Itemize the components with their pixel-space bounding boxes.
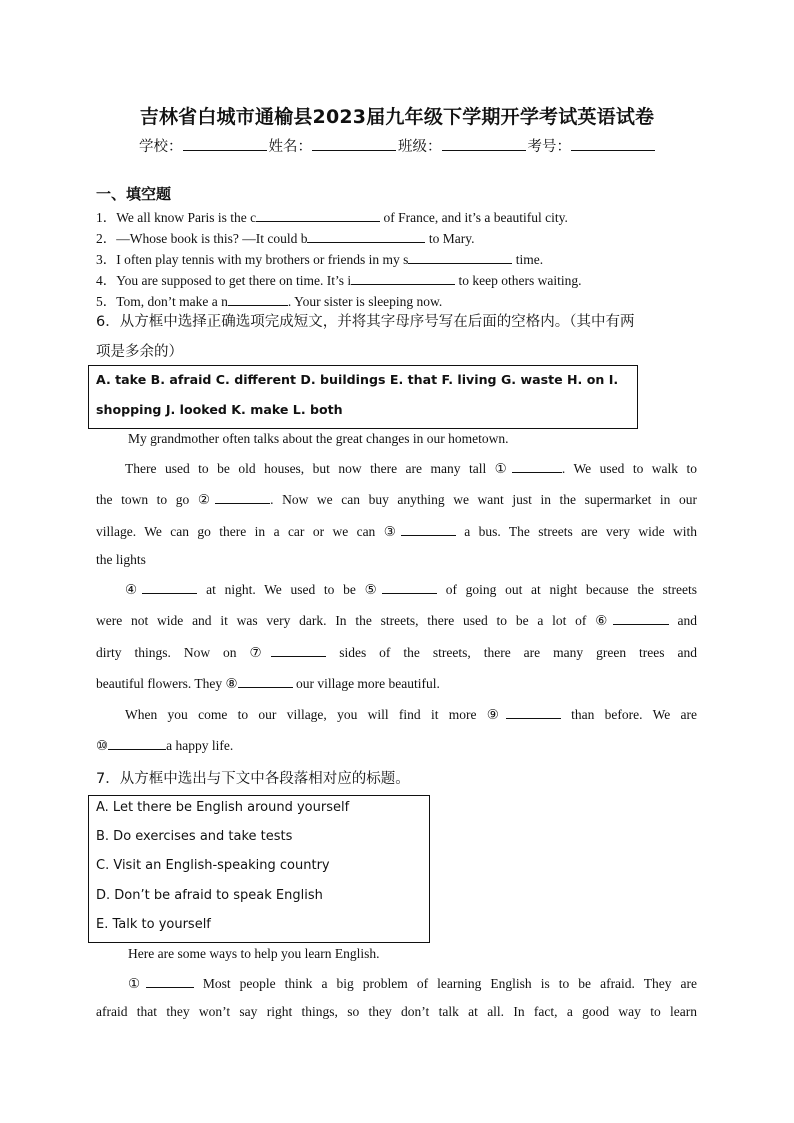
question-4-text: 4．You are supposed to get there on time. It’s i xyxy=(96,273,352,288)
question-5-text: 5．Tom, don’t make a n xyxy=(96,294,228,309)
question-7-instruction: 7．从方框中选出与下文中各段落相对应的标题。 xyxy=(96,771,410,787)
passage-1-para-3-line-3 xyxy=(96,644,697,661)
passage-blank-6[interactable] xyxy=(613,612,669,625)
passage-text: There used to be old houses, but now there are many tall ① xyxy=(125,461,512,476)
passage-blank-1[interactable] xyxy=(512,460,562,473)
question-1 xyxy=(96,206,568,226)
question-1-text: 1．We all know Paris is the c xyxy=(96,210,257,225)
answer-blank-4[interactable] xyxy=(351,272,455,285)
question-4-tail: to keep others waiting. xyxy=(455,273,582,288)
passage-blank-5[interactable] xyxy=(382,581,437,594)
passage-text: were not wide and it was very dark. In the streets, there used to be a lot of ⑥ xyxy=(96,613,613,628)
passage-text: at night. We used to be ⑤ xyxy=(197,582,382,597)
passage-blank-4[interactable] xyxy=(142,581,197,594)
word-options-line-1: A. take B. afraid C. different D. buildings E. that F. living G. waste H. on I. xyxy=(96,372,619,387)
passage-blank-10[interactable] xyxy=(108,737,166,750)
section-heading: 一、填空题 xyxy=(96,185,172,203)
passage-1-para-3-line-4 xyxy=(96,675,697,692)
student-info-line xyxy=(0,135,794,156)
school-blank[interactable] xyxy=(183,136,267,151)
passage-1-para-1: My grandmother often talks about the great changes in our hometown. xyxy=(128,431,509,446)
passage-blank-7[interactable] xyxy=(271,644,326,657)
answer-blank-3[interactable] xyxy=(408,251,512,264)
heading-option-b: B. Do exercises and take tests xyxy=(96,829,293,844)
name-label: 姓名： xyxy=(268,139,312,155)
answer-blank-2[interactable] xyxy=(307,230,425,243)
passage-blank-8[interactable] xyxy=(238,675,293,688)
passage-text: sides of the streets, there are many green trees and xyxy=(326,645,697,660)
word-options-line-2: shopping J. looked K. make L. both xyxy=(96,402,343,417)
passage-1-para-2-line-1 xyxy=(125,460,697,477)
passage-1-para-4-line-2 xyxy=(96,737,697,754)
class-blank[interactable] xyxy=(442,136,526,151)
passage-text: and xyxy=(668,613,697,628)
question-6-instruction: 6．从方框中选择正确选项完成短文，并将其字母序号写在后面的空格内。（其中有两 xyxy=(96,314,635,330)
passage-text: our village more beautiful. xyxy=(292,676,440,691)
name-blank[interactable] xyxy=(312,136,396,151)
heading-option-a: A. Let there be English around yourself xyxy=(96,800,350,815)
passage-2-intro: Here are some ways to help you learn English. xyxy=(128,946,380,961)
passage-1-para-3-line-1 xyxy=(125,581,697,598)
heading-options-box xyxy=(88,795,430,943)
passage-text: . We used to walk to xyxy=(561,461,697,476)
question-3 xyxy=(96,248,543,268)
question-4 xyxy=(96,269,581,289)
passage-text: ① xyxy=(128,976,146,991)
passage-text: ⑩ xyxy=(96,738,109,753)
passage-1-para-3-line-2 xyxy=(96,612,697,629)
passage-text: the town to go ② xyxy=(96,492,216,507)
school-label: 学校： xyxy=(139,139,183,155)
passage-text: ④ xyxy=(125,582,143,597)
question-6-instruction-cont: 项是多余的） xyxy=(96,344,183,360)
passage-text: of going out at night because the streets xyxy=(437,582,698,597)
passage-text: a bus. The streets are very wide with xyxy=(455,524,697,539)
passage-1-para-2-line-4: the lights xyxy=(96,552,146,567)
answer-blank-1[interactable] xyxy=(256,209,380,222)
passage-blank-3[interactable] xyxy=(401,523,456,536)
question-2-text: 2．—Whose book is this? —It could b xyxy=(96,231,308,246)
passage-text: Most people think a big problem of learning English is to be afraid. They are xyxy=(193,976,697,991)
number-blank[interactable] xyxy=(571,136,655,151)
question-2-tail: to Mary. xyxy=(425,231,475,246)
passage-text: beautiful flowers. They ⑧ xyxy=(96,676,238,691)
passage-2-blank-1[interactable] xyxy=(146,975,194,988)
question-1-tail: of France, and it’s a beautiful city. xyxy=(380,210,568,225)
question-5-tail: . Your sister is sleeping now. xyxy=(287,294,443,309)
page-title: 吉林省白城市通榆县2023届九年级下学期开学考试英语试卷 xyxy=(139,106,655,128)
passage-1-para-2-line-3 xyxy=(96,523,697,540)
passage-1-para-4-line-1 xyxy=(125,706,697,723)
passage-text: a happy life. xyxy=(166,738,234,753)
passage-text: . Now we can buy anything we want just in the supermarket in our xyxy=(270,492,697,507)
question-3-tail: time. xyxy=(512,252,544,267)
passage-text: When you come to our village, you will find it more ⑨ xyxy=(125,707,506,722)
passage-2-para-1-line-2: afraid that they won’t say right things, so they don’t talk at all. In fact, a good way to learn xyxy=(96,1004,697,1019)
question-3-text: 3．I often play tennis with my brothers or friends in my s xyxy=(96,252,409,267)
passage-2-para-1-line-1 xyxy=(128,975,697,992)
answer-blank-5[interactable] xyxy=(228,293,288,306)
question-5 xyxy=(96,290,442,310)
heading-option-c: C. Visit an English-speaking country xyxy=(96,858,330,873)
passage-1-para-2-line-2 xyxy=(96,491,697,508)
passage-text: village. We can go there in a car or we can ③ xyxy=(96,524,401,539)
passage-text: than before. We are xyxy=(560,707,698,722)
passage-blank-9[interactable] xyxy=(506,706,561,719)
class-label: 班级： xyxy=(398,139,442,155)
word-options-box xyxy=(88,365,638,429)
heading-option-d: D. Don’t be afraid to speak English xyxy=(96,888,323,903)
heading-option-e: E. Talk to yourself xyxy=(96,917,211,932)
question-2 xyxy=(96,227,474,247)
passage-blank-2[interactable] xyxy=(215,491,270,504)
passage-text: dirty things. Now on ⑦ xyxy=(96,645,272,660)
number-label: 考号： xyxy=(527,139,571,155)
